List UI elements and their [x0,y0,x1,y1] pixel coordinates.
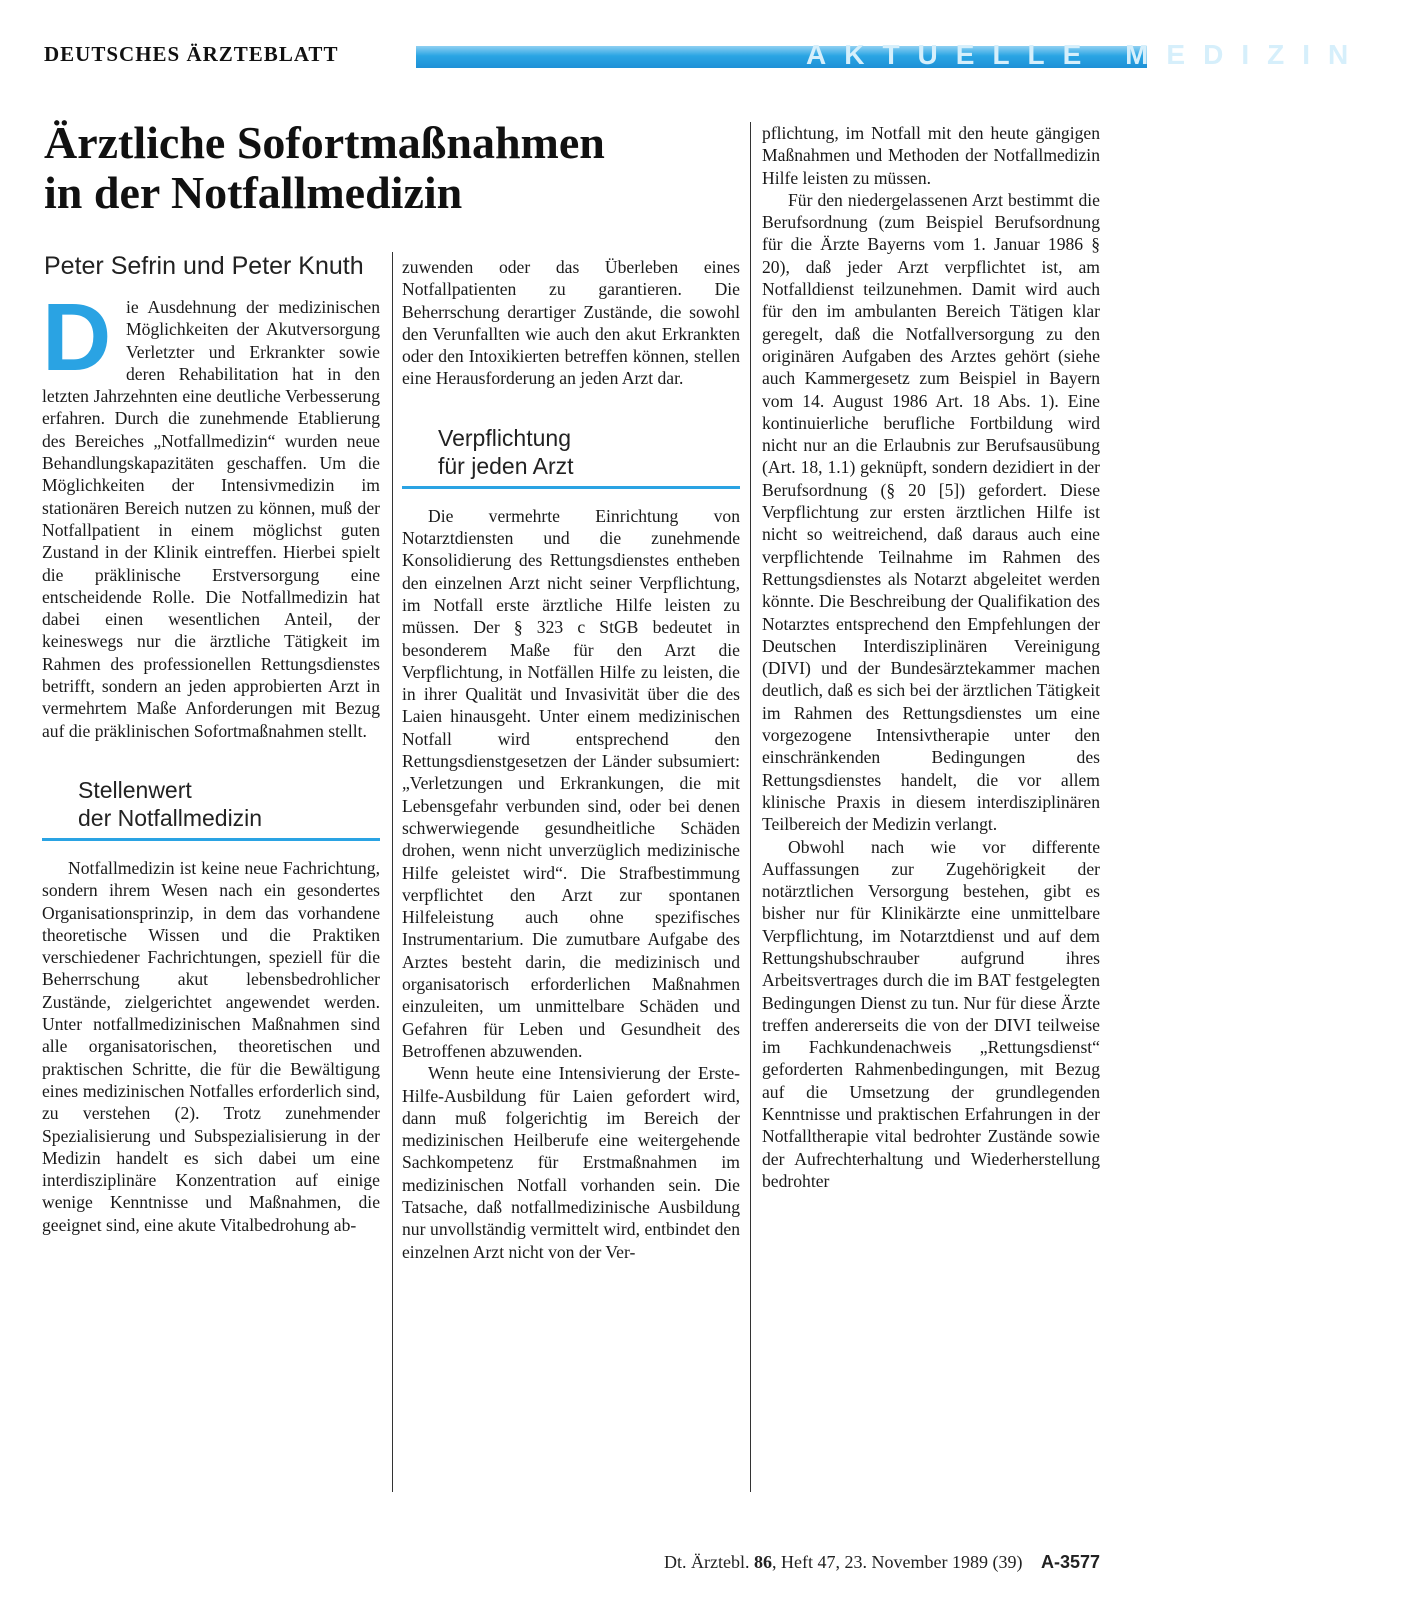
article-authors: Peter Sefrin und Peter Knuth [44,252,364,280]
paragraph: Die vermehrte Einrichtung von Notarztdiensten und die zunehmende Konsolidierung des Rettungsdienstes entheben den einzelnen Arzt nicht seiner Verpflichtung, im Notfall erste ärztliche Hilfe leisten zu müssen. Der § 323 c StGB bedeutet in besonderem Maße für den Arzt die Verpflichtung, in Notfällen Hilfe zu leisten, die in ihrer Qualität und Invasivität über die des Laien hinausgeht. Unter einem medizinischen Notfall wird entsprechend den Rettungsdienstgesetzen der Länder subsumiert: „Verletzungen und Erkrankungen, die mit Lebensgefahr verbunden sind, oder bei denen schwerwiegende gesundheitliche Schäden drohen, wenn nicht unverzüglich medizinische Hilfe geleistet wird“. Die Strafbestimmung verpflichtet den Arzt zur spontanen Hilfeleistung auch ohne spezifisches Instrumentarium. Die zumutbare Aufgabe des Arztes besteht darin, die medizinisch und organisatorisch erforderlichen Maßnahmen einzuleiten, um unmittelbare Schäden und Gefahren für Leben und Gesundheit des Betroffenen abzuwenden. [402,505,740,1061]
journal-name: DEUTSCHES ÄRZTEBLATT [44,42,339,66]
paragraph: Für den niedergelassenen Arzt bestimmt die Berufsordnung (zum Beispiel Berufsordnung für die Ärzte Bayerns vom 1. Januar 1986 § 20), daß jeder Arzt verpflichtet ist, am Notfalldienst teilzunehmen. Damit wird auch für den im ambulanten Bereich Tätigen klar geregelt, daß die Notfallversorgung zu den originären Aufgaben des Arztes gehört (siehe auch Kammergesetz zum Beispiel in Bayern vom 14. August 1986 Art. 18 Abs. 1). Eine kontinuierliche berufliche Fortbildung wird nicht nur an die Erlaubnis zur Berufsausübung (Art. 18, 1.1) geknüpft, sondern dezidiert in der Berufsordnung (§ 20 [5]) gefordert. Diese Verpflichtung zur ersten ärztlichen Hilfe ist nicht so weitreichend, daß daraus auch eine verpflichtende Teilnahme im Rahmen des Rettungsdienstes als Notarzt abgeleitet werden könnte. Die Beschreibung der Qualifikation des Notarztes entsprechend den Empfehlungen der Deutschen Interdisziplinären Vereinigung (DIVI) und der Bundesärztekammer machen deutlich, daß es sich bei der ärztlichen Tätigkeit im Rahmen des Rettungsdienstes um eine vorgezogene Intensivtherapie unter den einschränkenden Bedingungen des Rettungsdienstes handelt, die vor allem klinische Praxis in diesem interdisziplinären Teilbereich der Medizin verlangt. [762,189,1100,835]
text-column-3 [762,122,1100,1192]
section-banner-label: AKTUELLE MEDIZIN [806,39,1367,70]
page-number: A-3577 [1040,1552,1100,1572]
article-title-line-2: in der Notfallmedizin [44,167,463,218]
column-divider-1 [392,252,393,1492]
subheading-verpflichtung-line-1: Verpflichtung [438,424,571,451]
intro-text: ie Ausdehnung der medizinischen Möglichkeiten der Akutversorgung Verletzter und Erkrankter sowie deren Rehabilitation hat in den letzten Jahrzehnten eine deutliche Verbesserung erfahren. Durch die zunehmende Etablierung des Bereiches „Notfallmedizin“ wurden neue Behandlungskapazitäten geschaffen. Um die Möglichkeiten der Intensivmedizin im stationären Bereich nutzen zu können, muß der Notfallpatient in einem möglichst guten Zustand in der Klinik eintreffen. Hierbei spielt die präklinische Erstversorgung eine entscheidende Rolle. Die Notfallmedizin hat dabei einen wesentlichen Anteil, der keineswegs nur die ärztliche Tätigkeit im Rahmen des professionellen Rettungsdienstes betrifft, sondern an jeden approbierten Arzt in vermehrtem Maße Anforderungen mit Bezug auf die präklinischen Sofortmaßnahmen stellt. [42,297,380,741]
subheading-verpflichtung-line-2: für jeden Arzt [438,452,574,479]
subheading-verpflichtung [402,424,740,489]
subheading-stellenwert-line-2: der Notfallmedizin [78,804,263,831]
masthead [44,39,1367,76]
column-divider-2 [750,122,751,1492]
subheading-stellenwert-line-1: Stellenwert [78,776,192,803]
citation-suffix: , Heft 47, 23. November 1989 (39) [772,1552,1023,1572]
section-banner [416,39,1367,70]
subheading-stellenwert [42,776,380,841]
text-column-1 [42,284,380,1236]
citation-prefix: Dt. Ärztebl. [664,1552,750,1572]
paragraph: zuwenden oder das Überleben eines Notfallpatienten zu garantieren. Die Beherrschung derartiger Zustände, die sowohl den Verunfallten wie auch den akut Erkrankten oder den Intoxikierten betreffen können, stellen eine Herausforderung an jeden Arzt dar. [402,257,740,389]
paragraph: Notfallmedizin ist keine neue Fachrichtung, sondern ihrem Wesen nach ein gesondertes Organisationsprinzip, in dem das vorhandene theoretische Wissen und die Praktiken verschiedener Fachrichtungen, speziell für die Beherrschung akut lebensbedrohlicher Zustände, zielgerichtet angewendet werden. Unter notfallmedizinischen Maßnahmen sind alle organisatorischen, theoretischen und praktischen Schritte, die für die Bewältigung eines medizinischen Notfalles erforderlich sind, zu verstehen (2). Trotz zunehmender Spezialisierung und Subspezialisierung in der Medizin handelt es sich dabei um eine interdisziplinäre Konzentration auf einige wenige Kenntnisse und Maßnahmen, die geeignet sind, eine akute Vitalbedrohung ab- [42,857,380,1235]
page-footer [560,1552,1100,1573]
citation-volume: 86 [754,1552,772,1572]
article-title-line-1: Ärztliche Sofortmaßnahmen [44,117,605,168]
paragraph: Obwohl nach wie vor differente Auffassungen zur Zugehörigkeit der notärztlichen Versorgung bestehen, gibt es bisher nur für Klinikärzte eine unmittelbare Verpflichtung, im Notarztdienst und auf dem Rettungshubschrauber aufgrund ihres Arbeitsvertrages durch die im BAT festgelegten Bedingungen Dienst zu tun. Nur für diese Ärzte treffen andererseits die von der DIVI teilweise im Fachkundenachweis „Rettungsdienst“ geforderten Rahmenbedingungen, mit Bezug auf die Umsetzung der grundlegenden Kenntnisse und praktischen Erfahrungen in der Notfalltherapie vital bedrohter Zustände sowie der Aufrechterhaltung und Wiederherstellung bedrohter [762,836,1100,1191]
paragraph: pflichtung, im Notfall mit den heute gängigen Maßnahmen und Methoden der Notfallmedizin Hilfe leisten zu müssen. [762,123,1100,188]
paragraph: Wenn heute eine Intensivierung der Erste-Hilfe-Ausbildung für Laien gefordert wird, dann muß folgerichtig im Bereich der medizinischen Heilberufe eine weitergehende Sachkompetenz für Erstmaßnahmen im medizinischen Notfall vorhanden sein. Die Tatsache, daß notfallmedizinische Ausbildung nur unvollständig vermittelt wird, entbindet den einzelnen Arzt nicht von der Ver- [402,1063,740,1262]
article-title [44,118,764,218]
drop-cap: D [42,284,112,391]
intro-paragraph [42,284,380,742]
text-column-2 [402,256,740,1263]
